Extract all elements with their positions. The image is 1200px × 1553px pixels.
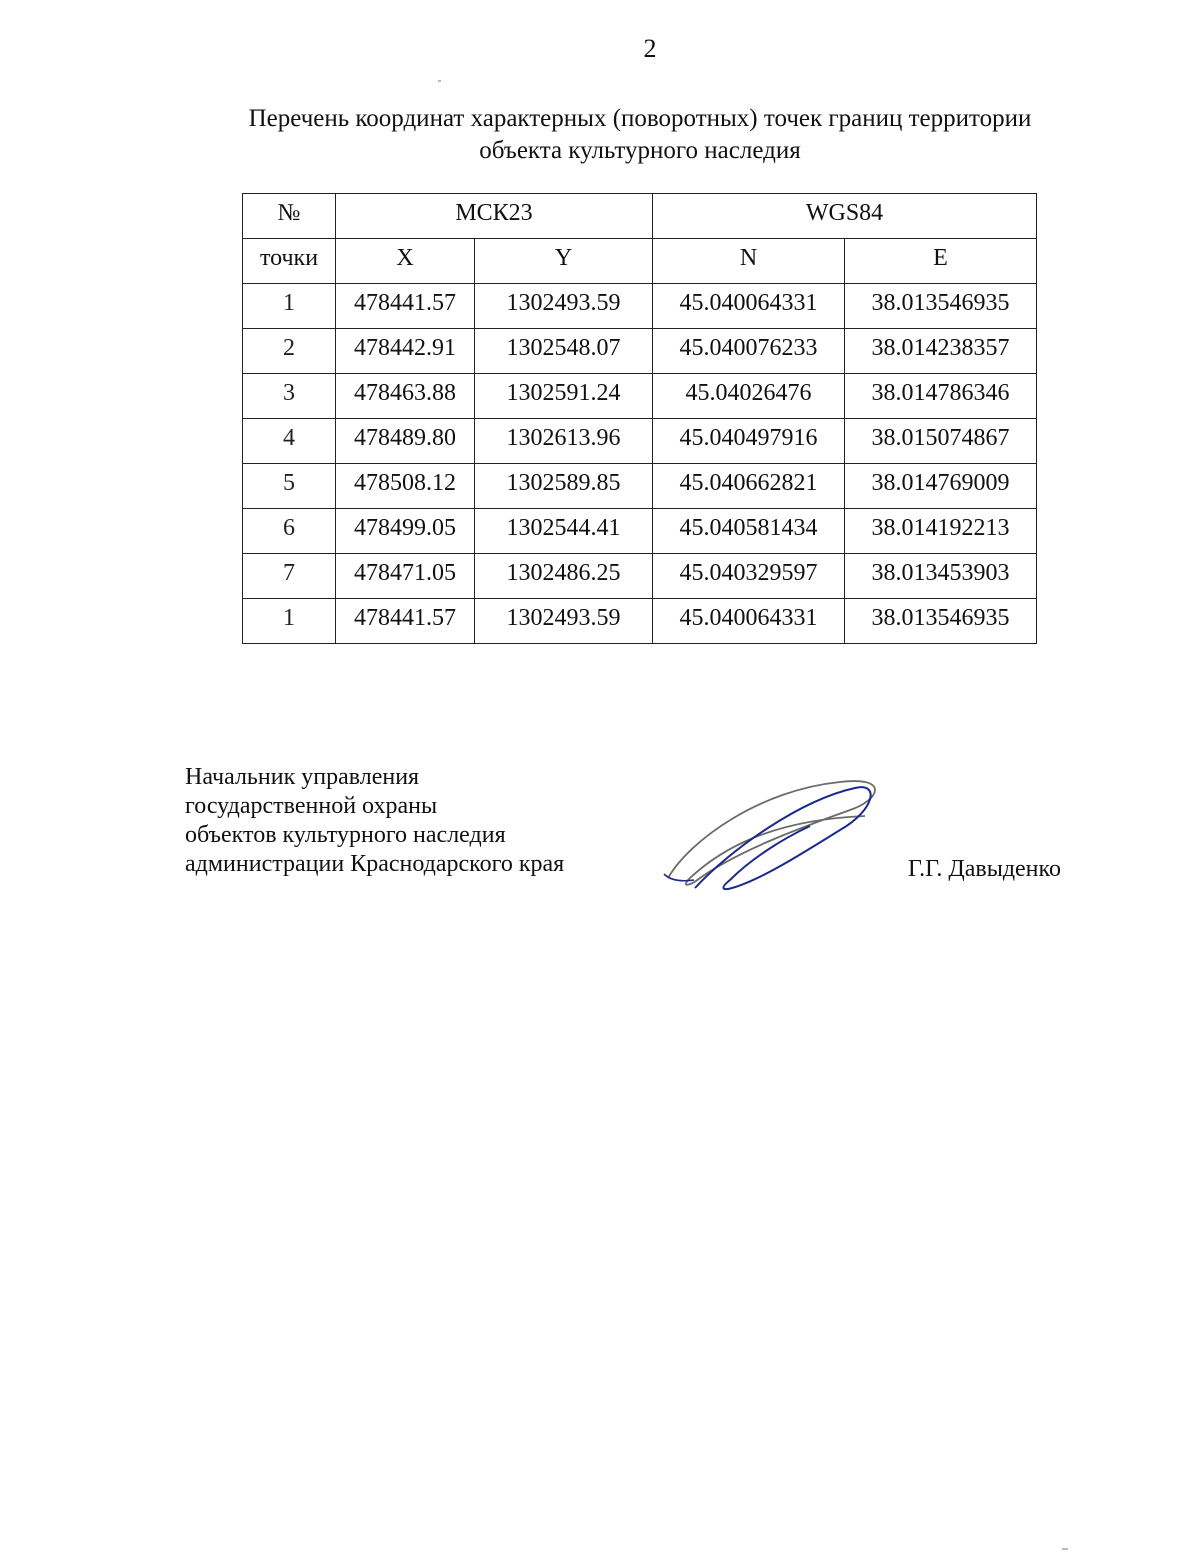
cell-n: 45.040064331: [653, 284, 845, 329]
header-number: №: [243, 194, 336, 239]
signatory-line-2: государственной охраны: [185, 793, 438, 819]
header-row-2: [243, 239, 1037, 284]
cell-n: 45.040497916: [653, 419, 845, 464]
signatory-line-3: объектов культурного наследия: [185, 822, 506, 848]
cell-x: 478508.12: [336, 464, 475, 509]
table-row: [243, 374, 1037, 419]
cell-e: 38.013453903: [845, 554, 1037, 599]
scan-speck: [438, 80, 441, 82]
title-line-2: объекта культурного наследия: [479, 137, 801, 164]
cell-point: 7: [243, 554, 336, 599]
header-row-1: [243, 194, 1037, 239]
cell-y: 1302589.85: [475, 464, 653, 509]
scan-speck: [1062, 1548, 1068, 1550]
cell-x: 478471.05: [336, 554, 475, 599]
table-row: [243, 509, 1037, 554]
cell-point: 1: [243, 284, 336, 329]
cell-y: 1302544.41: [475, 509, 653, 554]
handwritten-signature: [650, 770, 890, 900]
table-row: [243, 419, 1037, 464]
cell-y: 1302613.96: [475, 419, 653, 464]
table-row: [243, 464, 1037, 509]
cell-e: 38.014192213: [845, 509, 1037, 554]
cell-n: 45.040581434: [653, 509, 845, 554]
cell-e: 38.013546935: [845, 284, 1037, 329]
header-x: X: [336, 239, 475, 284]
signatory-line-4: администрации Краснодарского края: [185, 851, 565, 877]
cell-y: 1302548.07: [475, 329, 653, 374]
cell-n: 45.040662821: [653, 464, 845, 509]
cell-n: 45.040329597: [653, 554, 845, 599]
cell-point: 2: [243, 329, 336, 374]
document-title: [190, 103, 1090, 167]
cell-e: 38.014238357: [845, 329, 1037, 374]
signatory-name: Г.Г. Давыденко: [908, 856, 1061, 882]
cell-point: 3: [243, 374, 336, 419]
table-row: [243, 284, 1037, 329]
header-point: точки: [243, 239, 336, 284]
cell-x: 478463.88: [336, 374, 475, 419]
cell-y: 1302493.59: [475, 599, 653, 644]
table-row: [243, 599, 1037, 644]
cell-x: 478441.57: [336, 599, 475, 644]
header-y: Y: [475, 239, 653, 284]
page-number: 2: [643, 34, 657, 63]
header-wgs84: WGS84: [653, 194, 1037, 239]
cell-x: 478441.57: [336, 284, 475, 329]
cell-e: 38.014769009: [845, 464, 1037, 509]
cell-e: 38.014786346: [845, 374, 1037, 419]
cell-e: 38.015074867: [845, 419, 1037, 464]
cell-point: 6: [243, 509, 336, 554]
cell-point: 4: [243, 419, 336, 464]
signatory-line-1: Начальник управления: [185, 764, 420, 790]
signatory-position: [185, 763, 564, 879]
cell-point: 1: [243, 599, 336, 644]
title-line-1: Перечень координат характерных (поворотных) точек границ территории: [248, 105, 1032, 132]
cell-x: 478489.80: [336, 419, 475, 464]
table-row: [243, 554, 1037, 599]
cell-y: 1302486.25: [475, 554, 653, 599]
cell-x: 478442.91: [336, 329, 475, 374]
cell-y: 1302591.24: [475, 374, 653, 419]
cell-x: 478499.05: [336, 509, 475, 554]
cell-point: 5: [243, 464, 336, 509]
cell-n: 45.04026476: [653, 374, 845, 419]
cell-n: 45.040076233: [653, 329, 845, 374]
coordinates-table: [242, 193, 1037, 644]
cell-e: 38.013546935: [845, 599, 1037, 644]
header-n: N: [653, 239, 845, 284]
signature-blue-loop: [695, 787, 871, 889]
header-e: E: [845, 239, 1037, 284]
table-row: [243, 329, 1037, 374]
signature-gray-loop: [668, 781, 875, 885]
header-msk23: МСК23: [336, 194, 653, 239]
cell-n: 45.040064331: [653, 599, 845, 644]
cell-y: 1302493.59: [475, 284, 653, 329]
